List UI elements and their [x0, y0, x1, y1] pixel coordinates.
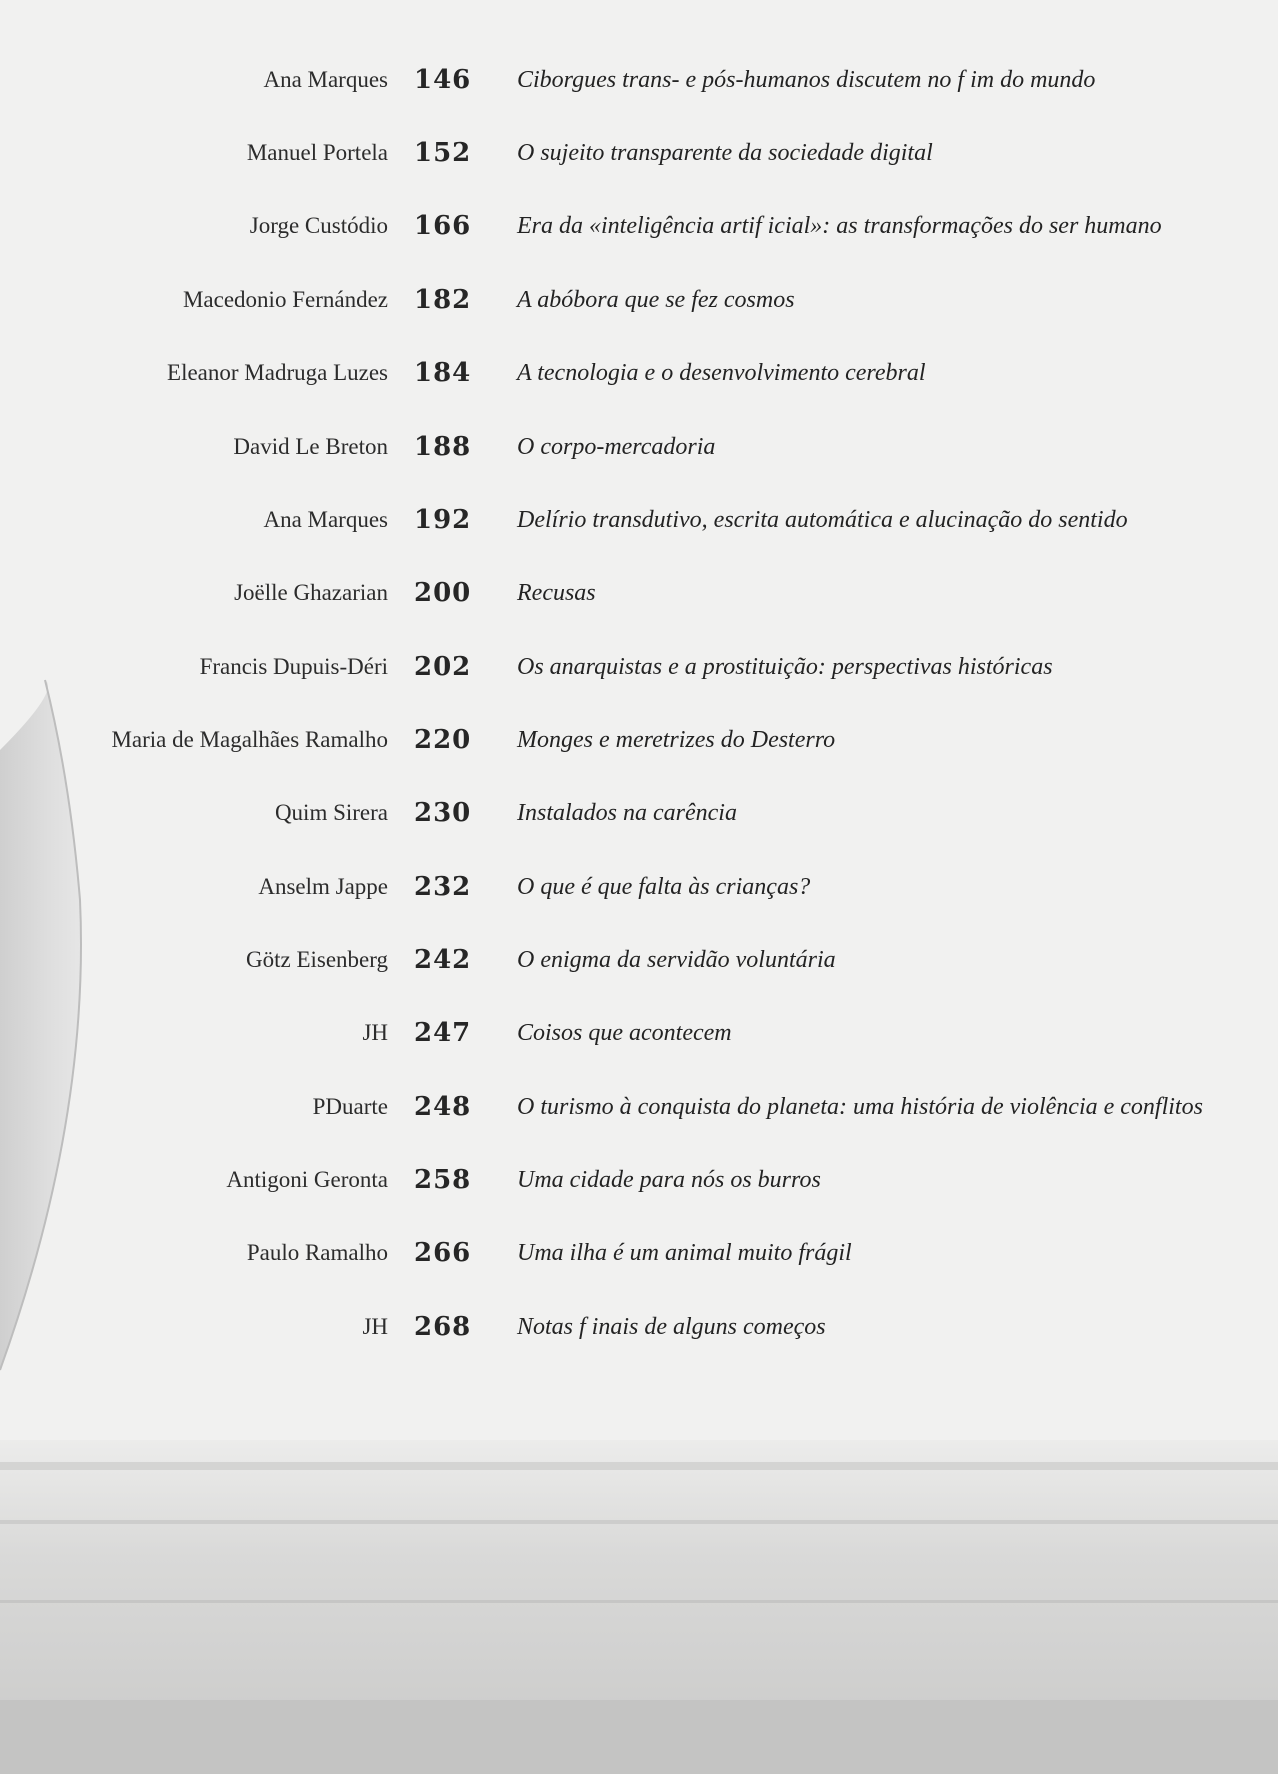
toc-entry — [0, 940, 1278, 980]
entry-author: Ana Marques — [263, 67, 388, 92]
entry-title: Uma cidade para nós os burros — [517, 1167, 821, 1193]
entry-title: Uma ilha é um animal muito frágil — [517, 1240, 852, 1266]
entry-author: Eleanor Madruga Luzes — [167, 360, 388, 385]
entry-author: JH — [362, 1314, 388, 1339]
toc-entry — [0, 720, 1278, 760]
entry-page-number: 268 — [414, 1312, 472, 1342]
entry-author: Ana Marques — [263, 507, 388, 532]
toc-entry — [0, 133, 1278, 173]
entry-title: O corpo-mercadoria — [517, 434, 716, 460]
entry-author: Anselm Jappe — [258, 874, 388, 899]
entry-title: O enigma da servidão voluntária — [517, 947, 836, 973]
entry-page-number: 184 — [414, 358, 472, 388]
entry-page-number: 220 — [414, 725, 472, 755]
entry-author: JH — [362, 1020, 388, 1045]
entry-page-number: 258 — [414, 1165, 472, 1195]
entry-author: Macedonio Fernández — [182, 287, 388, 312]
entry-title: Monges e meretrizes do Desterro — [517, 727, 836, 753]
toc-entry — [0, 867, 1278, 907]
entry-author: Antigoni Geronta — [226, 1167, 388, 1192]
entry-page-number: 230 — [414, 798, 472, 828]
toc-entry — [0, 427, 1278, 467]
entry-page-number: 166 — [414, 211, 472, 241]
entry-page-number: 188 — [414, 432, 472, 462]
entry-page-number: 200 — [414, 578, 472, 608]
entry-author: Götz Eisenberg — [245, 947, 388, 972]
entry-author: Francis Dupuis-Déri — [199, 654, 388, 679]
entry-page-number: 266 — [414, 1238, 472, 1268]
entry-title: Ciborgues trans- e pós-humanos discutem no f im do mundo — [517, 67, 1096, 93]
entry-author: David Le Breton — [233, 434, 388, 459]
entry-author: PDuarte — [312, 1094, 388, 1119]
entry-title: A tecnologia e o desenvolvimento cerebral — [517, 360, 926, 386]
toc-entry — [0, 500, 1278, 540]
entry-author: Maria de Magalhães Ramalho — [111, 727, 388, 752]
entry-title: O sujeito transparente da sociedade digital — [517, 140, 933, 166]
toc-entry — [0, 280, 1278, 320]
entry-page-number: 242 — [414, 945, 472, 975]
entry-page-number: 248 — [414, 1092, 472, 1122]
toc-entry — [0, 1160, 1278, 1200]
toc-entry — [0, 60, 1278, 100]
entry-page-number: 146 — [414, 65, 472, 95]
entry-title: Coisos que acontecem — [517, 1020, 732, 1046]
toc-entry — [0, 573, 1278, 613]
entry-page-number: 192 — [414, 505, 472, 535]
entry-author: Paulo Ramalho — [246, 1240, 388, 1265]
entry-title: Era da «inteligência artif icial»: as transformações do ser humano — [517, 213, 1162, 239]
entry-author: Jorge Custódio — [249, 213, 388, 238]
entry-page-number: 152 — [414, 138, 472, 168]
entry-title: O que é que falta às crianças? — [517, 874, 811, 900]
toc-entry — [0, 353, 1278, 393]
entry-title: O turismo à conquista do planeta: uma história de violência e conflitos — [517, 1094, 1203, 1120]
entry-title: Os anarquistas e a prostituição: perspectivas históricas — [517, 654, 1053, 680]
entry-author: Joëlle Ghazarian — [234, 580, 388, 605]
entry-page-number: 182 — [414, 285, 472, 315]
toc-entry — [0, 1013, 1278, 1053]
entry-author: Quim Sirera — [274, 800, 388, 825]
entry-author: Manuel Portela — [246, 140, 388, 165]
entry-title: Instalados na carência — [517, 800, 737, 826]
toc-entry — [0, 206, 1278, 246]
toc-entry — [0, 1307, 1278, 1347]
entry-page-number: 247 — [414, 1018, 472, 1048]
entry-title: A abóbora que se fez cosmos — [517, 287, 795, 313]
entry-title: Notas f inais de alguns começos — [517, 1314, 826, 1340]
toc-entry — [0, 1233, 1278, 1273]
entry-title: Delírio transdutivo, escrita automática e alucinação do sentido — [517, 507, 1128, 533]
toc-entry — [0, 1087, 1278, 1127]
toc-entry — [0, 647, 1278, 687]
entry-page-number: 232 — [414, 872, 472, 902]
entry-page-number: 202 — [414, 652, 472, 682]
entry-title: Recusas — [517, 580, 596, 606]
toc-entry — [0, 793, 1278, 833]
